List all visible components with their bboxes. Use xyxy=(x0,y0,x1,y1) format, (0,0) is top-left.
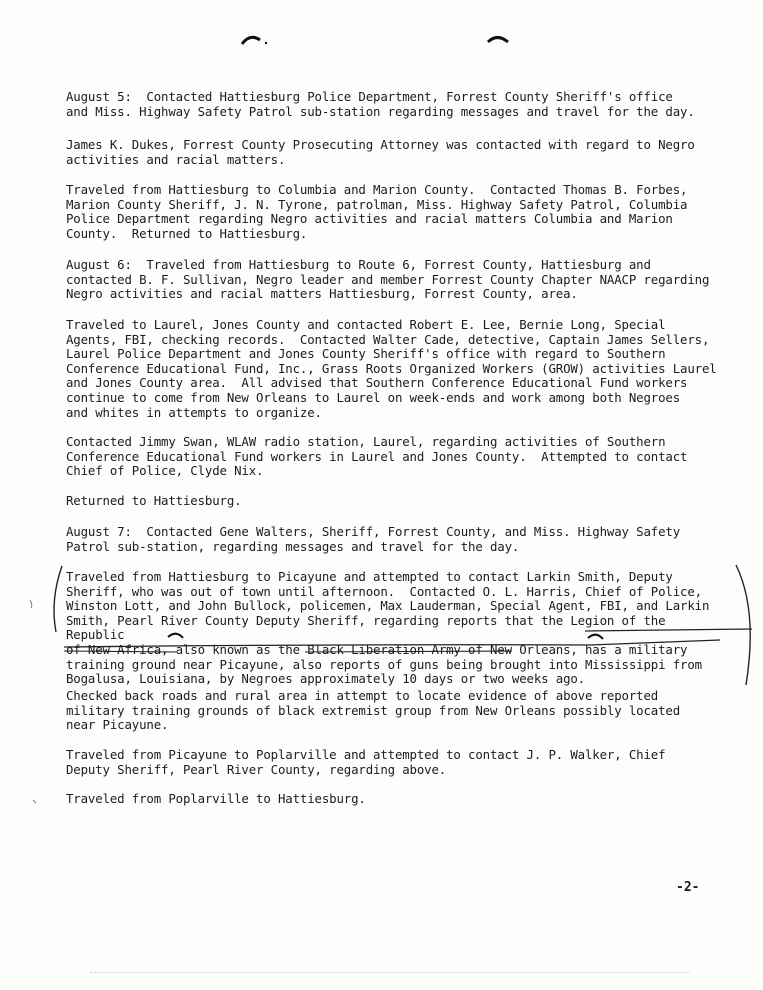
paragraph-august-7: August 7: Contacted Gene Walters, Sheriff, Forrest County, and Miss. Highway Safety Patrol sub-station, regarding messages and travel for the day. xyxy=(66,524,681,554)
paragraph-swan: Contacted Jimmy Swan, WLAW radio station, Laurel, regarding activities of Southern Conference Educational Fund workers in Laurel and Jones County. Attempted to contact Chief of Police, Clyde Nix. xyxy=(66,434,688,479)
punch-hole-mark-right xyxy=(484,30,514,50)
paragraph-poplarville: Traveled from Picayune to Poplarville and attempted to contact J. P. Walker, Chief Deputy Sheriff, Pearl River County, regarding above. xyxy=(66,747,666,777)
paragraph-returned: Returned to Hattiesburg. xyxy=(66,493,242,508)
paragraph-columbia: Traveled from Hattiesburg to Columbia and Marion County. Contacted Thomas B. Forbes, Marion County Sheriff, J. N. Tyrone, patrolman, Miss. Highway Safety Patrol, Columbia Police Department regarding Negro activities and racial matters Columbia and Marion County. Returned to Hattiesburg. xyxy=(66,182,688,241)
paragraph-august-5: August 5: Contacted Hattiesburg Police Department, Forrest County Sheriff's office and Miss. Highway Safety Patrol sub-station regarding messages and travel for the day. xyxy=(66,89,695,119)
scan-artifact-dots xyxy=(90,972,690,979)
paragraph-return-hattiesburg: Traveled from Poplarville to Hattiesburg. xyxy=(66,791,366,806)
paragraph-back-roads: Checked back roads and rural area in attempt to locate evidence of above reported military training grounds of black extremist group from New Orleans possibly located near Picayune. xyxy=(66,688,681,733)
paragraph-laurel: Traveled to Laurel, Jones County and contacted Robert E. Lee, Bernie Long, Special Agents, FBI, checking records. Contacted Walter Cade, detective, Captain James Sellers, Laurel Police Department and Jones County Sheriff's office with regard to Southern Conference Educational Fund, Inc., Grass Roots Organized Workers (GROW) activities Laurel and Jones County area. All advised that Southern Conference Educational Fund workers continue to come from New Orleans to Laurel on week-ends and work among both Negroes and whites in attempts to organize. xyxy=(66,317,717,420)
punch-hole-mark-left xyxy=(238,30,272,50)
paragraph-august-6: August 6: Traveled from Hattiesburg to Route 6, Forrest County, Hattiesburg and contacted B. F. Sullivan, Negro leader and member Forrest County Chapter NAACP regarding Negro activities and racial matters Hattiesburg, Forrest County, area. xyxy=(66,257,710,302)
paragraph-dukes: James K. Dukes, Forrest County Prosecuting Attorney was contacted with regard to Negro activities and racial matters. xyxy=(66,137,695,167)
page-number: -2- xyxy=(676,880,700,895)
paragraph-picayune: Traveled from Hattiesburg to Picayune and attempted to contact Larkin Smith, Deputy Sheriff, who was out of town until afternoon. Contacted O. L. Harris, Chief of Police, Winston Lott, and John Bullock, policemen, Max Lauderman, Special Agent, FBI, and Larkin Smith, Pearl River County Deputy Sheriff, regarding reports that the Legion of the Republic of New Africa, also known as the Black Liberation Army of New Orleans, has a military training ground near Picayune, also reports of guns being brought into Mississippi from Bogalusa, Louisiana, by Negroes approximately 10 days or two weeks ago. xyxy=(66,569,710,687)
